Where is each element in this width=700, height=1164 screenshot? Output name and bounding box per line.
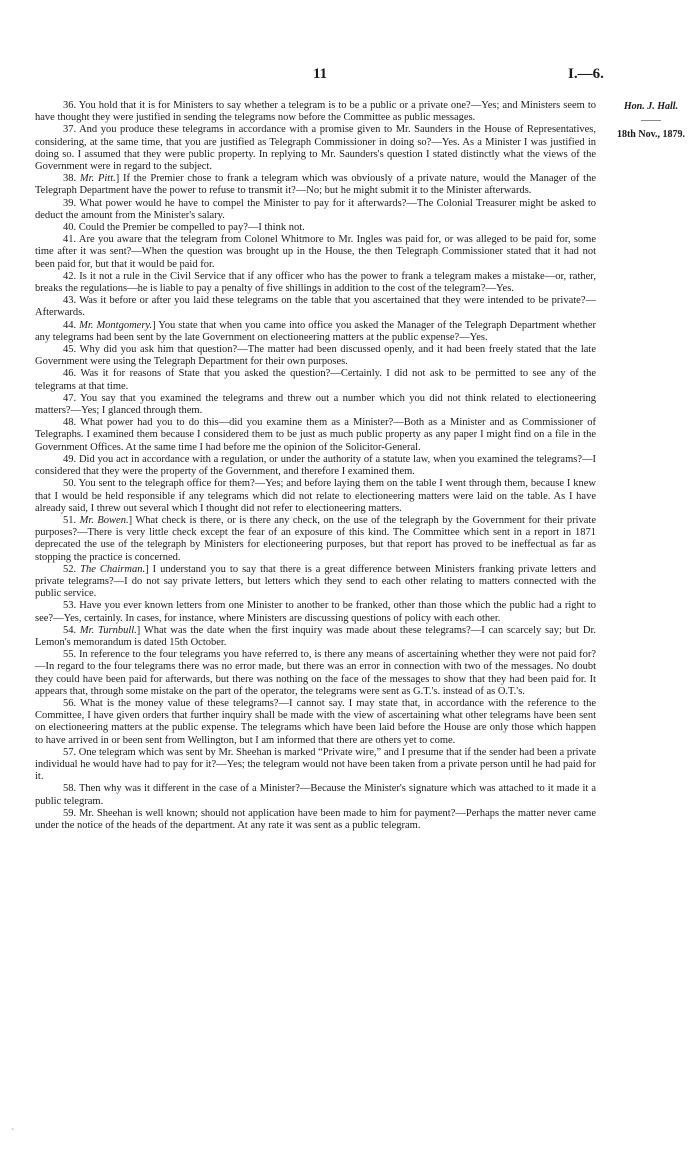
margin-note	[606, 100, 696, 142]
section-reference: I.—6.	[568, 66, 604, 82]
witness-name: Hon. J. Hall.	[623, 101, 679, 112]
evidence-date: 18th Nov., 1879.	[616, 129, 686, 140]
speaker-name: The Chairman.	[80, 563, 146, 575]
qa-paragraph: 59. Mr. Sheehan is well known; should not application have been made to him for payment?—Perhaps the matter never came under the notice of the heads of the department. At any rate it was sent as a public telegram.	[35, 807, 596, 831]
evidence-body	[35, 100, 596, 832]
qa-paragraph: 52. The Chairman.] I understand you to say that there is a great difference between Ministers franking private letters and private telegrams?—I do not say private letters, but letters which they send to each other relating to matters connected with the public service.	[35, 563, 596, 600]
page-header	[0, 66, 700, 86]
qa-paragraph: 51. Mr. Bowen.] What check is there, or is there any check, on the use of the telegraph by the Government for their private purposes?—There is very little check except the fear of an exposure of this kind. The Committee which sent in a report in 1871 deprecated the use of the telegraph by Ministers for electioneering purposes, but that report has proved to be ineffectual as far as stopping the practice is concerned.	[35, 514, 597, 563]
margin-dash: ——	[641, 115, 661, 126]
qa-paragraph: 37. And you produce these telegrams in accordance with a promise given to Mr. Saunders in the House of Representatives, considering, at the same time, that you are justified as Telegraph Commissioner in doing so?—Yes. As a Minister I was justified in doing so. I assumed that they were public property. In replying to Mr. Saunders's question I stated distinctly what the views of the Government were in regard to the subject.	[35, 124, 596, 173]
qa-paragraph: 56. What is the money value of these telegrams?—I cannot say. I may state that, in accordance with the reference to the Committee, I have given orders that further inquiry shall be made with the view of ascertaining what other telegrams have been sent on electioneering matters at the public expense. The telegrams which have been laid before the House are only those which happen to have arrived in or been sent from Wellington, but I am informed that there are others yet to come.	[35, 697, 596, 746]
speaker-name: Mr. Turnbull.	[79, 624, 137, 636]
speaker-name: Mr. Bowen.	[79, 514, 129, 526]
scan-mark: `	[11, 1128, 15, 1139]
speaker-name: Mr. Pitt.	[79, 173, 116, 185]
qa-paragraph: 55. In reference to the four telegrams you have referred to, is there any means of ascertaining whether they were not paid for?—In regard to the four telegrams there was no error made, but there was an error in connection with two of the messages. No doubt they could have been paid for afterwards, but there was nothing on the face of the messages to show that they had been paid for. It appears that, through some mistake on the part of the operator, the telegrams were sent as G.T.'s. instead of as O.T.'s.	[35, 649, 596, 697]
qa-paragraph: 48. What power had you to do this—did you examine them as a Minister?—Both as a Minister and as Commissioner of Telegraphs. I examined them because I considered them to be just as much public property as any paper I might find on a file in the Government Offices. At the same time I had before me the opinion of the Solicitor-General.	[35, 417, 596, 453]
qa-paragraph: 42. Is it not a rule in the Civil Service that if any officer who has the power to frank a telegram makes a mistake—or, rather, breaks the regulations—he is liable to pay a penalty of five shillings in addition to the cost of the telegram?—Yes.	[35, 270, 596, 295]
qa-paragraph: 41. Are you aware that the telegram from Colonel Whitmore to Mr. Ingles was paid for, or was alleged to be paid for, some time after it was sent?—When the question was brought up in the House, the then Telegraph Commissioner stated that it had not been paid for, but that it would be paid for.	[35, 234, 596, 270]
qa-paragraph: 36. You hold that it is for Ministers to say whether a telegram is to be a public or a private one?—Yes; and Ministers seem to have thought they were justified in sending the telegrams now before the Committee as public messages.	[35, 100, 596, 124]
qa-paragraph: 58. Then why was it different in the case of a Minister?—Because the Minister's signature which was attached to it made it a public telegram.	[35, 783, 596, 807]
qa-paragraph: 39. What power would he have to compel the Minister to pay for it afterwards?—The Colonial Treasurer might be asked to deduct the amount from the Minister's salary.	[35, 197, 596, 221]
qa-paragraph: 40. Could the Premier be compelled to pay?—I think not.	[63, 222, 305, 234]
qa-paragraph: 47. You say that you examined the telegrams and threw out a number which you did not think related to electioneering matters?—Yes; I glanced through them.	[35, 392, 596, 417]
qa-paragraph: 54. Mr. Turnbull.] What was the date when the first inquiry was made about these telegrams?—I can scarcely say; but Dr. Lemon's memorandum is dated 15th October.	[35, 624, 596, 648]
qa-paragraph: 44. Mr. Montgomery.] You state that when you came into office you asked the Manager of the Telegraph Department whether any telegrams had been sent by the late Government on electioneering matters at the public expense?—Yes.	[35, 319, 597, 343]
qa-paragraph: 38. Mr. Pitt.] If the Premier chose to frank a telegram which was obviously of a private nature, would the Manager of the Telegraph Department have the power to refuse to transmit it?—No; but he might submit it to the Minister afterwards.	[35, 173, 597, 197]
qa-paragraph: 49. Did you act in accordance with a regulation, or under the authority of a statute law, when you examined the telegrams?—I considered that they were the property of the Government, and therefore I examined them.	[35, 453, 596, 478]
qa-paragraph: 46. Was it for reasons of State that you asked the question?—Certainly. I did not ask to be permitted to see any of the telegrams at that time.	[35, 368, 596, 392]
qa-paragraph: 57. One telegram which was sent by Mr. Sheehan is marked “Private wire,” and I presume that if the sender had been a private individual he would have had to pay for it?—Yes; the telegram would not have been taken from a private person until he had paid for it.	[35, 746, 596, 783]
qa-paragraph: 50. You sent to the telegraph office for them?—Yes; and before laying them on the table I went through them, because I knew that I would be held responsible if any telegrams which did not relate to electioneering matters were laid on the table. As I have already said, I threw out several which I thought did not refer to electioneering matters.	[35, 478, 596, 514]
qa-paragraph: 53. Have you ever known letters from one Minister to another to be franked, other than those which the public had a right to see?—Yes, certainly. In cases, for instance, where Ministers are discussing questions of policy with each other.	[35, 600, 596, 624]
speaker-name: Mr. Montgomery.	[79, 319, 153, 331]
qa-paragraph: 45. Why did you ask him that question?—The matter had been discussed openly, and it had been freely stated that the late Government were using the Telegraph Department for their own purposes.	[35, 344, 596, 368]
page-number: 11	[313, 66, 328, 82]
qa-paragraph: 43. Was it before or after you laid these telegrams on the table that you ascertained that they were intended to be private?—Afterwards.	[35, 295, 596, 319]
